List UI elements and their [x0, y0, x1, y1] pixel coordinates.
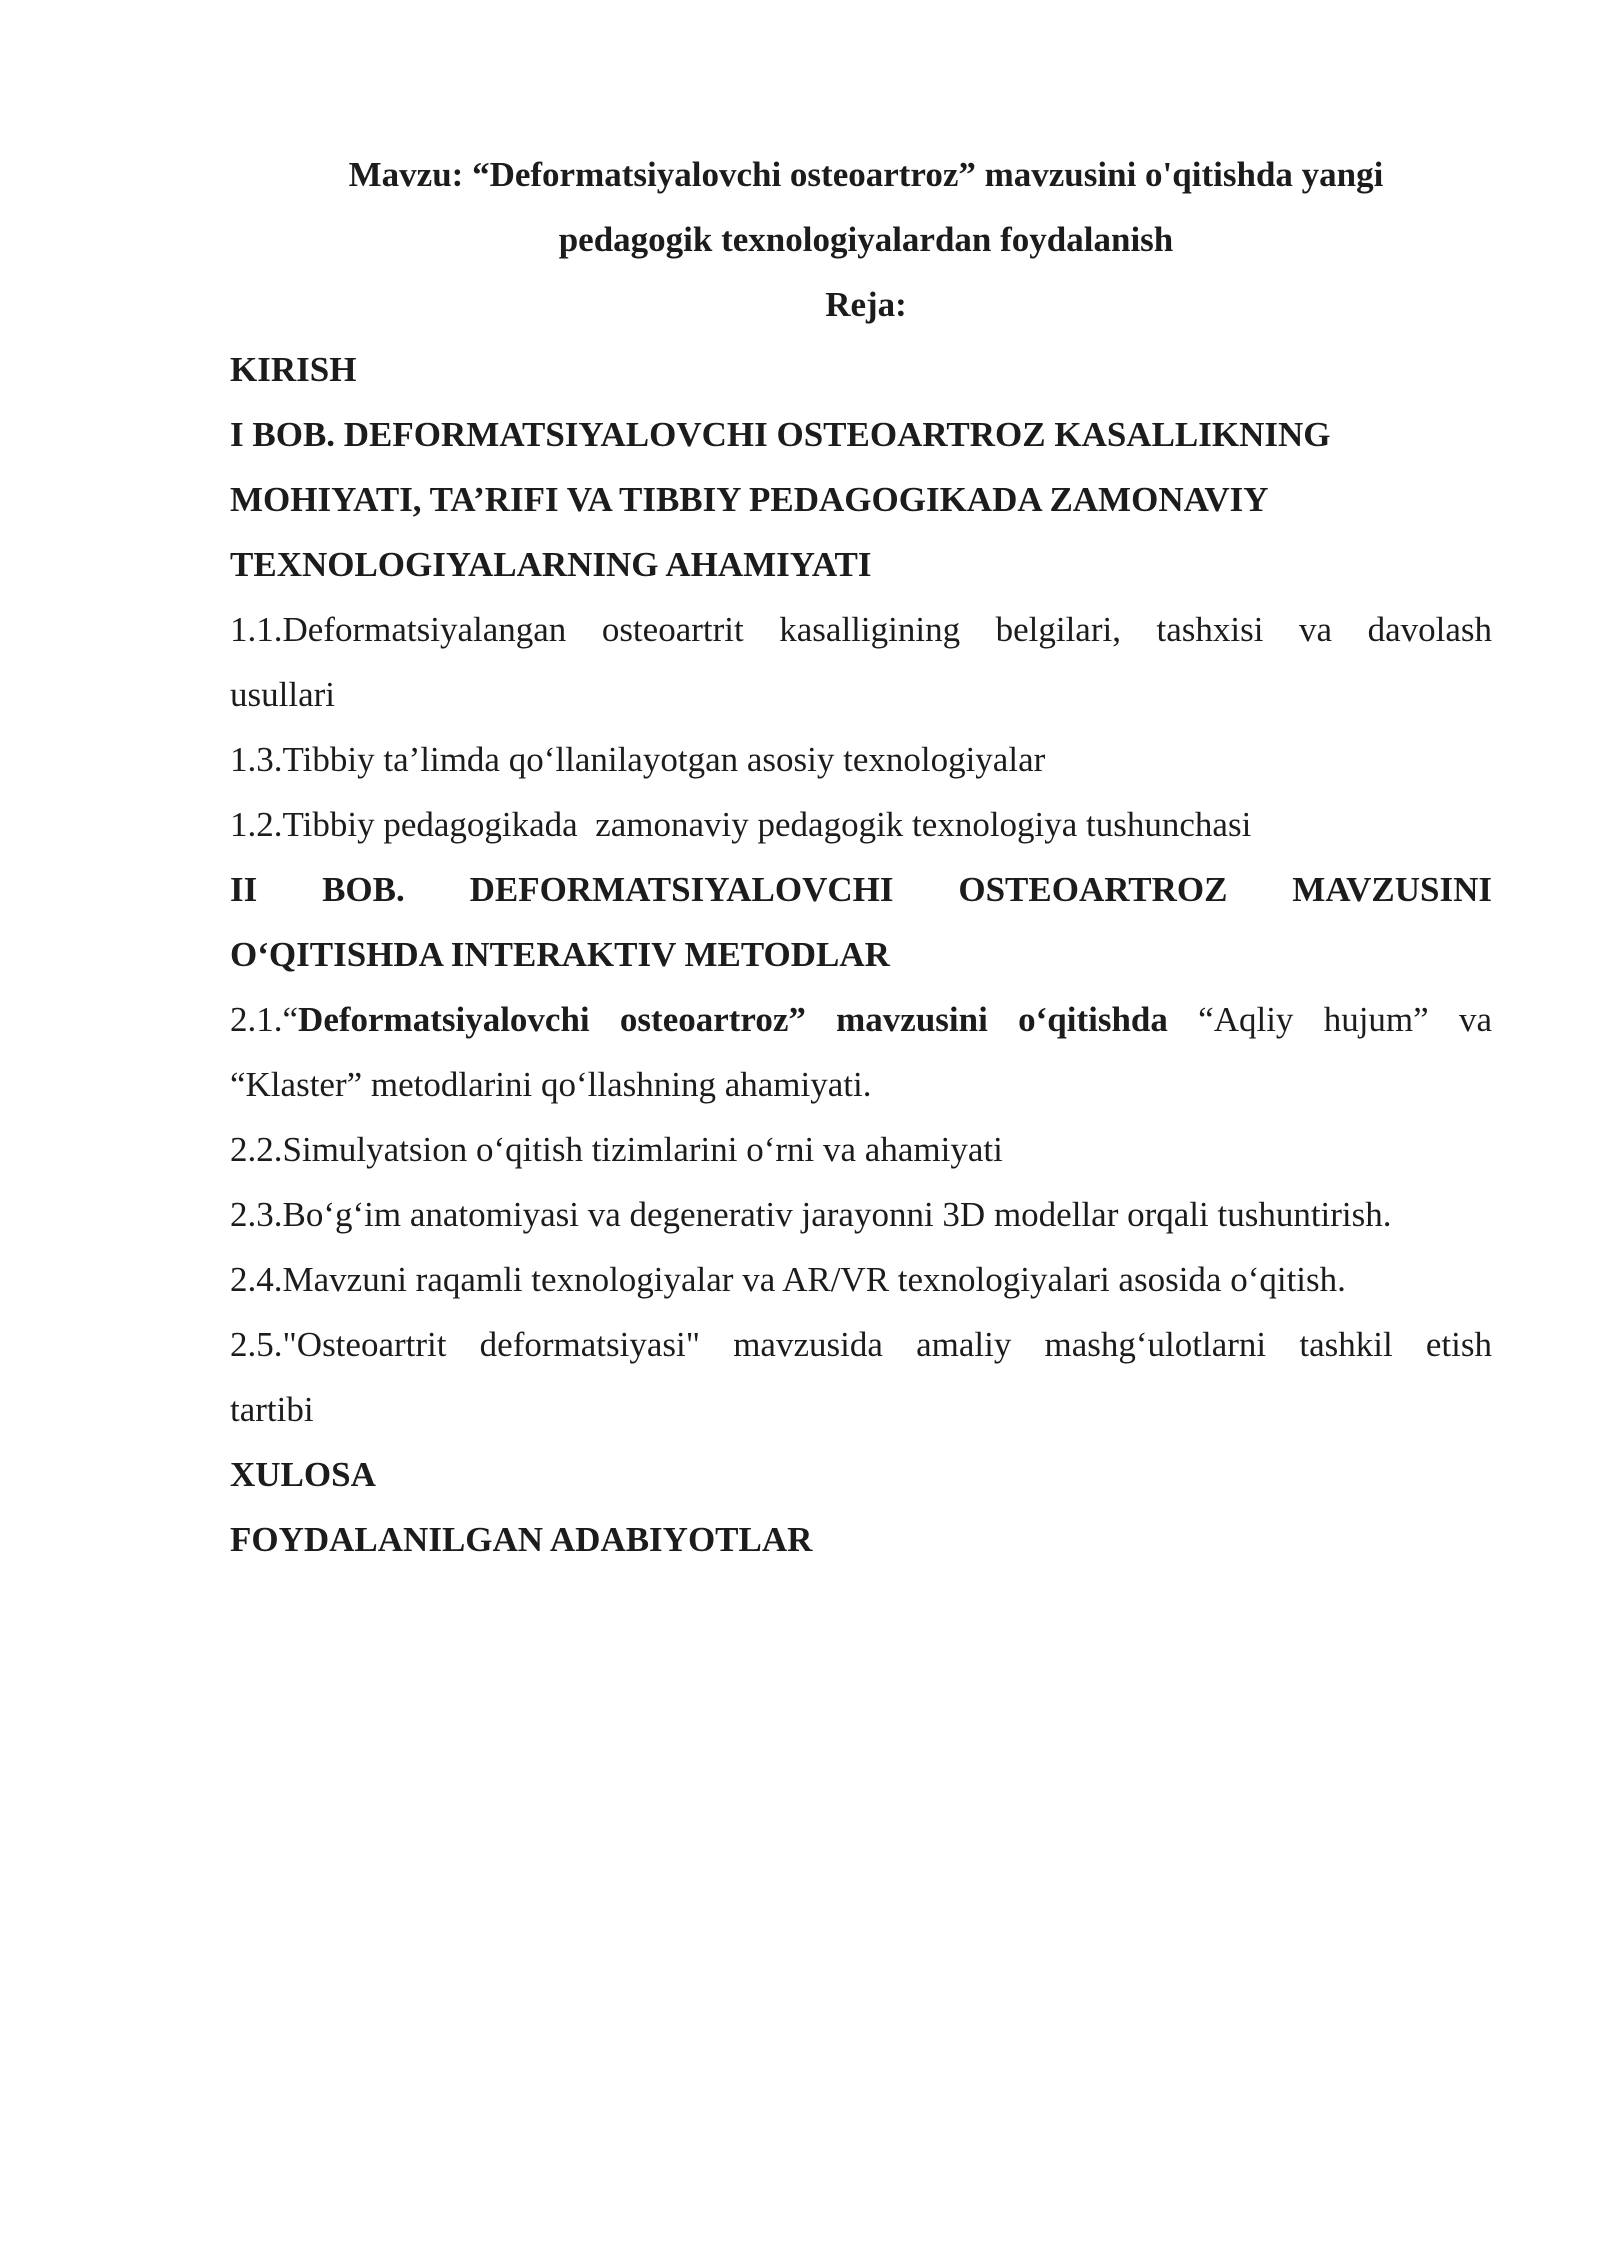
toc-section-2-4: 2.4.Mavzuni raqamli texnologiyalar va AR/VR texnologiyalari asosida o‘qitish.: [230, 1260, 1346, 1299]
toc-section-2-3: 2.3.Bo‘g‘im anatomiyasi va degenerativ jarayonni 3D modellar orqali tushuntirish.: [230, 1195, 1392, 1234]
chapter-2-line-2: O‘QITISHDA INTERAKTIV METODLAR: [230, 935, 890, 974]
document-page: [230, 142, 1492, 1572]
toc-section-1-2: 1.2.Tibbiy pedagogikada zamonaviy pedagogik texnologiya tushunchasi: [230, 805, 1252, 844]
title-line-2: pedagogik texnologiyalardan foydalanish: [558, 220, 1174, 259]
toc-references: FOYDALANILGAN ADABIYOTLAR: [230, 1520, 813, 1559]
toc-conclusion: XULOSA: [230, 1455, 376, 1494]
section-2-1-suffix: “Aqliy hujum” va: [1167, 1000, 1492, 1039]
toc-section-2-5: [230, 1312, 1492, 1442]
toc-section-2-1: [230, 987, 1492, 1117]
toc-chapter-2: [230, 857, 1492, 987]
chapter-1-line-2: MOHIYATI, TA’RIFI VA TIBBIY PEDAGOGIKADA ZAMONAVIY: [230, 480, 1269, 519]
plan-heading: Reja:: [825, 285, 907, 324]
chapter-1-line-1: I BOB. DEFORMATSIYALOVCHI OSTEOARTROZ KASALLIKNING: [230, 415, 1331, 454]
section-2-1-prefix: 2.1.“: [230, 1000, 299, 1039]
toc-chapter-1: [230, 402, 1492, 597]
table-of-contents: [230, 337, 1492, 1572]
document-title: [240, 142, 1492, 337]
section-1-1-line-1: 1.1.Deformatsiyalangan osteoartrit kasalligining belgilari, tashxisi va davolash: [230, 610, 1492, 649]
section-2-1-line-2: “Klaster” metodlarini qo‘llashning ahamiyati.: [230, 1065, 872, 1104]
toc-section-2-2: 2.2.Simulyatsion o‘qitish tizimlarini o‘rni va ahamiyati: [230, 1130, 1003, 1169]
section-2-1-bold-title: Deformatsiyalovchi osteoartroz” mavzusini o‘qitishda: [298, 1000, 1168, 1039]
chapter-1-line-3: TEXNOLOGIYALARNING AHAMIYATI: [230, 545, 872, 584]
section-2-1-line-1: [230, 987, 1492, 1052]
toc-intro: KIRISH: [230, 350, 357, 389]
toc-section-1-1: [230, 597, 1492, 727]
section-1-1-line-2: usullari: [230, 675, 335, 714]
toc-section-1-3: 1.3.Tibbiy ta’limda qo‘llanilayotgan asosiy texnologiyalar: [230, 740, 1046, 779]
section-2-5-line-1: 2.5."Osteoartrit deformatsiyasi" mavzusida amaliy mashg‘ulotlarni tashkil etish: [230, 1325, 1492, 1364]
chapter-2-line-1: II BOB. DEFORMATSIYALOVCHI OSTEOARTROZ MAVZUSINI: [230, 870, 1492, 909]
section-2-5-line-2: tartibi: [230, 1390, 314, 1429]
title-line-1: Mavzu: “Deformatsiyalovchi osteoartroz” mavzusini o'qitishda yangi: [348, 155, 1384, 194]
